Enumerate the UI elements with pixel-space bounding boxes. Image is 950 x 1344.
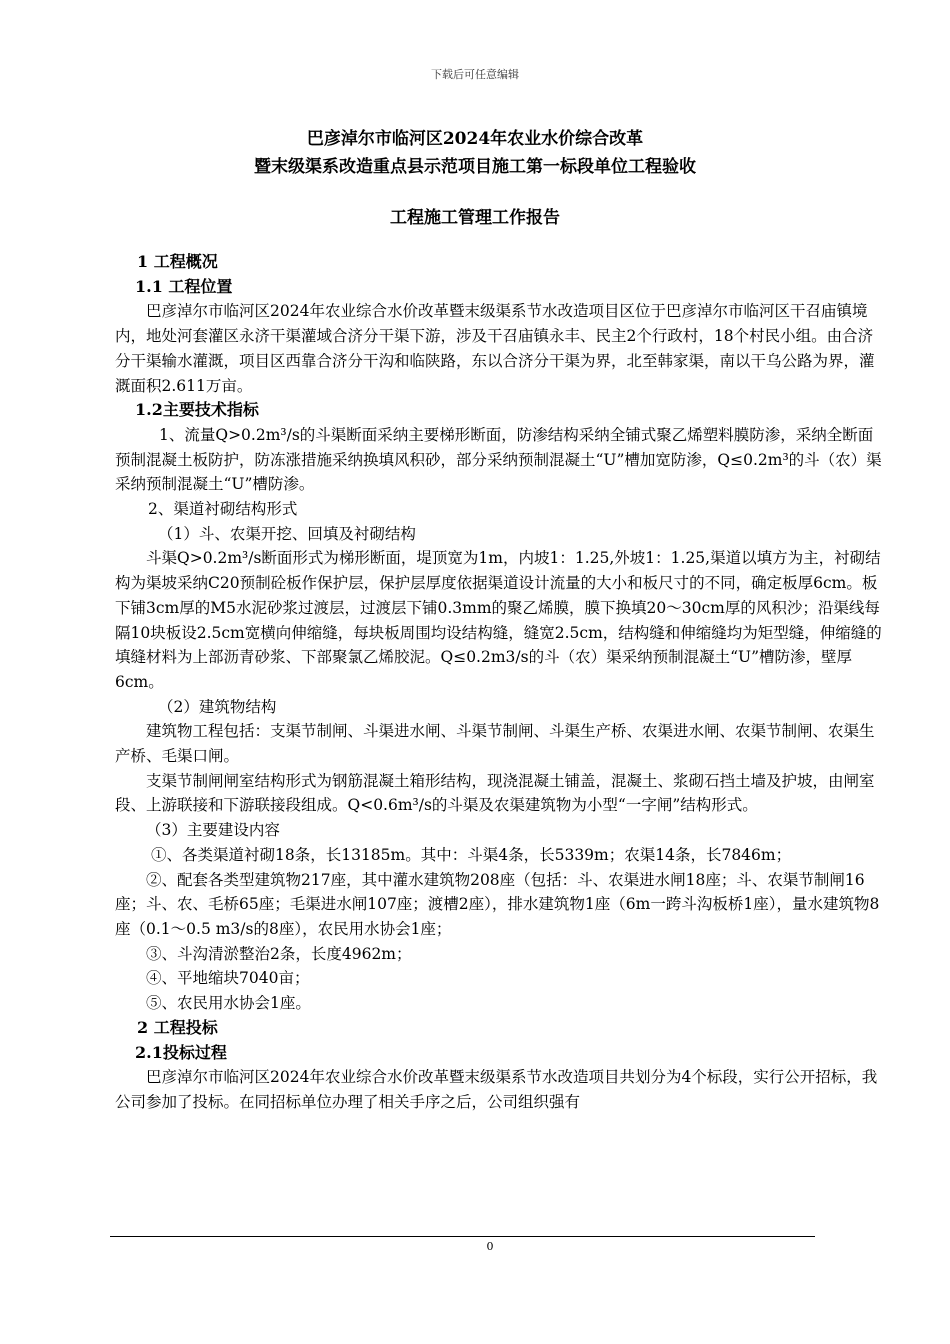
- title-line-2: 暨末级渠系改造重点县示范项目施工第一标段单位工程验收: [254, 157, 696, 177]
- list-item: ②、配套各类型建筑物217座，其中灌水建筑物208座（包括：斗、农渠进水闸18座；斗、农渠节制闸16座；斗、农、毛桥65座；毛渠进水闸107座；渡槽2座），排水建筑物1座（6m一跨斗沟板桥1座），量水建筑物8座（0.1～0.5 m3/s的8座），农民用水协会1座；: [115, 870, 880, 938]
- section-heading: 1 工程概况: [137, 252, 218, 271]
- section-heading: 2 工程投标: [137, 1017, 218, 1037]
- footer-rule: [110, 1236, 815, 1237]
- paragraph: （3）主要建设内容: [146, 821, 280, 840]
- title-line-1: 巴彦淖尔市临河区2024年农业水价综合改革: [306, 129, 644, 149]
- paragraph: 斗渠Q>0.2m³/s断面形式为梯形断面，堤顶宽为1m，内坡1：1.25,外坡1：1.25,渠道以填方为主，衬砌结构为渠坡采纳C20预制砼板作保护层，保护层厚度依据渠道设计流量的大小和板尺寸的不同，确定板厚6cm。板下铺3cm厚的M5水泥砂浆过渡层，过渡层下铺0.3mm的聚乙烯膜，膜下换填20～30cm厚的风积沙；沿渠线每隔10块板设2.5cm宽横向伸缩缝，每块板周围均设结构缝，缝宽2.5cm，结构缝和伸缩缝均为矩型缝，伸缩缝的填缝材料为上部沥青砂浆、下部聚氯乙烯胶泥。Q≤0.2m3/s的斗（农）渠采纳预制混凝土“U”槽防渗，壁厚6cm。: [115, 549, 882, 691]
- report-title: 工程施工管理工作报告: [390, 208, 560, 228]
- page-number: 0: [486, 1240, 494, 1253]
- paragraph: （2）建筑物结构: [158, 697, 277, 716]
- list-item: ④、平地缩块7040亩；: [146, 969, 310, 988]
- page-header: 下载后可任意编辑: [431, 68, 519, 81]
- subsection-heading: 1.2主要技术指标: [135, 400, 259, 420]
- list-item: ⑤、农民用水协会1座。: [146, 994, 311, 1013]
- paragraph: 建筑物工程包括：支渠节制闸、斗渠进水闸、斗渠节制闸、斗渠生产桥、农渠进水闸、农渠节制闸、农渠生产桥、毛渠口闸。: [115, 722, 875, 766]
- paragraph: 1、流量Q>0.2m³/s的斗渠断面采纳主要梯形断面，防渗结构采纳全铺式聚乙烯塑料膜防渗，采纳全断面预制混凝土板防护，防冻涨措施采纳换填风积砂，部分采纳预制混凝土“U”槽加宽防渗，Q≤0.2m³的斗（农）渠采纳预制混凝土“U”槽防渗。: [115, 425, 882, 494]
- list-item: ③、斗沟清淤整治2条，长度4962m；: [146, 944, 412, 963]
- list-item: ①、各类渠道衬砌18条，长13185m。其中：斗渠4条，长5339m；农渠14条，长7846m；: [151, 845, 792, 864]
- paragraph: 巴彦淖尔市临河区2024年农业综合水价改革暨末级渠系节水改造项目区位于巴彦淖尔市临河区干召庙镇境内，地处河套灌区永济干渠灌域合济分干渠下游，涉及干召庙镇永丰、民主2个行政村，18个村民小组。由合济分干渠输水灌溉，项目区西靠合济分干沟和临陕路，东以合济分干渠为界，北至韩家渠，南以干乌公路为界，灌溉面积2.611万亩。: [115, 302, 875, 395]
- subsection-heading: 1.1 工程位置: [135, 276, 233, 296]
- paragraph: 巴彦淖尔市临河区2024年农业综合水价改革暨末级渠系节水改造项目共划分为4个标段，实行公开招标，我公司参加了投标。在同招标单位办理了相关手序之后，公司组织强有: [115, 1068, 878, 1111]
- paragraph: 支渠节制闸闸室结构形式为钢筋混凝土箱形结构，现浇混凝土铺盖，混凝土、浆砌石挡土墙及护坡，由闸室段、上游联接和下游联接段组成。Q<0.6m³/s的斗渠及农渠建筑物为小型“一字闸”结构形式。: [115, 771, 875, 815]
- paragraph: （1）斗、农渠开挖、回填及衬砌结构: [158, 524, 416, 543]
- paragraph: 2、渠道衬砌结构形式: [148, 500, 298, 519]
- document-body: [115, 250, 885, 1115]
- subsection-heading: 2.1投标过程: [135, 1042, 227, 1062]
